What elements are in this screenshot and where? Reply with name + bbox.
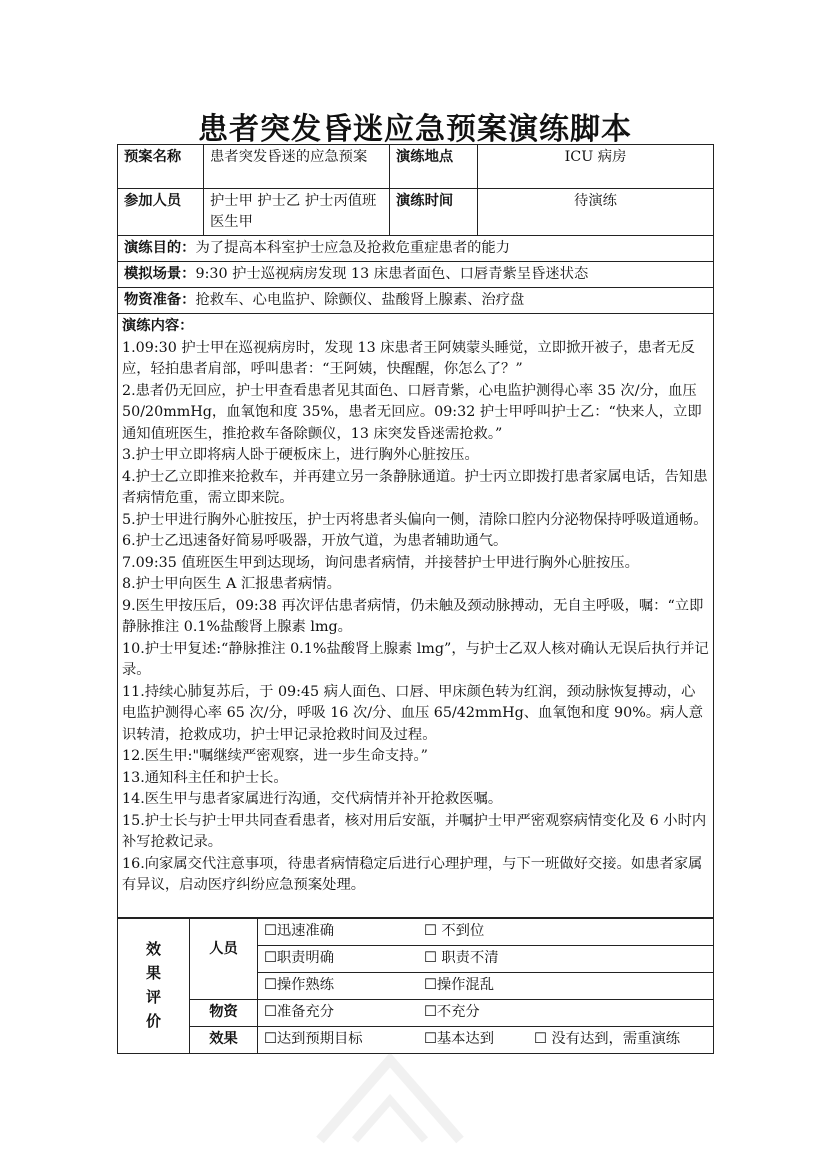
- info-table: [117, 144, 714, 918]
- checkbox-option[interactable]: ☐ 不到位: [424, 923, 485, 939]
- checkbox-option[interactable]: ☐操作混乱: [424, 977, 495, 993]
- content-step: 10.护士甲复述:“静脉推注 0.1%盐酸肾上腺素 lmg”，与护士乙双人核对确认无误后执行并记录。: [122, 640, 709, 678]
- purpose-label: 演练目的：: [124, 240, 196, 256]
- content-step: 16.向家属交代注意事项，待患者病情稳定后进行心理护理，与下一班做好交接。如患者家属有异议，启动医疗纠纷应急预案处理。: [122, 855, 703, 893]
- content-step: 14.医生甲与患者家属进行沟通，交代病情并补开抢救医嘱。: [122, 791, 503, 807]
- scene-text: 9:30 护士巡视病房发现 13 床患者面色、口唇青紫呈昏迷状态: [195, 266, 589, 282]
- plan-name-value: 患者突发昏迷的应急预案: [204, 145, 390, 189]
- watermark-logo: [300, 1040, 480, 1160]
- checkbox-option[interactable]: ☐不充分: [424, 1004, 480, 1020]
- content-cell: [118, 314, 714, 918]
- materials-text: 抢救车、心电监护、除颤仪、盐酸肾上腺素、治疗盘: [195, 292, 525, 308]
- content-step: 7.09:35 值班医生甲到达现场，询问患者病情，并接替护士甲进行胸外心脏按压。: [122, 554, 639, 571]
- personnel-row: [258, 918, 714, 945]
- content-step: 9.医生甲按压后，09:38 再次评估患者病情，仍未触及颈动脉搏动，无自主呼吸，嘱：“立即静脉推注 0.1%盐酸肾上腺素 lmg。: [122, 597, 704, 635]
- content-step: 12.医生甲:"嘱继续严密观察，进一步生命支持。”: [122, 748, 428, 764]
- checkbox-option[interactable]: ☐操作熟练: [264, 977, 335, 993]
- purpose-row: [118, 236, 714, 262]
- participants-label: 参加人员: [118, 189, 204, 236]
- checkbox-option[interactable]: ☐准备充分: [264, 1004, 335, 1020]
- plan-name-label: 预案名称: [118, 145, 204, 189]
- checkbox-option[interactable]: ☐职责明确: [264, 950, 335, 966]
- scene-label: 模拟场景：: [124, 266, 196, 282]
- evaluation-label: [118, 918, 190, 1053]
- content-step: 8.护士甲向医生 A 汇报患者病情。: [122, 576, 341, 592]
- materials-row: [118, 288, 714, 314]
- content-step: 2.患者仍无回应，护士甲查看患者见其面色、口唇青紫，心电监护测得心率 35 次/分，血压 50/20mmHg，血氧饱和度 35%，患者无回应。09:32 护士甲呼叫护士乙：“快来人，立即通知值班医生，推抢救车备除颤仪，13 床突发昏迷需抢救。”: [122, 382, 702, 442]
- drill-form: [117, 144, 713, 1054]
- checkbox-option[interactable]: ☐达到预期目标: [264, 1031, 363, 1047]
- scene-row: [118, 262, 714, 288]
- purpose-text: 为了提高本科室护士应急及抢救危重症患者的能力: [195, 240, 511, 256]
- personnel-label: 人员: [190, 918, 258, 999]
- evaluation-label-text: 效果评价: [145, 940, 161, 1030]
- checkbox-option[interactable]: ☐基本达到: [424, 1031, 495, 1047]
- materials-eval-label: 物资: [190, 999, 258, 1026]
- time-label: 演练时间: [390, 189, 478, 236]
- evaluation-table: [117, 918, 714, 1054]
- content-step: 1.09:30 护士甲在巡视病房时，发现 13 床患者王阿姨蒙头睡觉，立即掀开被子，患者无反应，轻拍患者肩部，呼叫患者：“王阿姨，快醒醒，你怎么了？”: [122, 339, 695, 377]
- effect-label: 效果: [190, 1026, 258, 1053]
- location-label: 演练地点: [390, 145, 478, 189]
- content-step: 5.护士甲进行胸外心脏按压，护士丙将患者头偏向一侧，清除口腔内分泌物保持呼吸道通畅。: [122, 511, 708, 528]
- materials-eval-row: [258, 999, 714, 1026]
- content-step: 15.护士长与护士甲共同查看患者，核对用后安瓿，并嘱护士甲严密观察病情变化及 6 小时内补写抢救记录。: [122, 812, 707, 850]
- content-step: 11.持续心肺复苏后，于 09:45 病人面色、口唇、甲床颜色转为红润，颈动脉恢复搏动，心电监护测得心率 65 次/分，呼吸 16 次/分、血压 65/42mmHg、血氧饱和度 90%。病人意识转清，抢救成功，护士甲记录抢救时间及过程。: [122, 683, 704, 743]
- checkbox-option[interactable]: ☐迅速准确: [264, 923, 335, 939]
- personnel-row: [258, 945, 714, 972]
- content-step: 6.护士乙迅速备好简易呼吸器，开放气道，为患者辅助通气。: [122, 533, 508, 549]
- participants-value: 护士甲 护士乙 护士丙值班医生甲: [204, 189, 390, 236]
- time-value: 待演练: [478, 189, 714, 236]
- page-title: 患者突发昏迷应急预案演练脚本: [198, 112, 632, 147]
- content-step: 13.通知科主任和护士长。: [122, 769, 288, 786]
- content-label: 演练内容：: [122, 318, 194, 334]
- materials-label: 物资准备：: [124, 292, 196, 308]
- checkbox-option[interactable]: ☐ 没有达到，需重演练: [534, 1031, 681, 1047]
- content-step: 3.护士甲立即将病人卧于硬板床上，进行胸外心脏按压。: [122, 447, 479, 463]
- checkbox-option[interactable]: ☐ 职责不清: [424, 950, 499, 966]
- location-value: ICU 病房: [478, 145, 714, 189]
- content-step: 4.护士乙立即推来抢救车，并再建立另一条静脉通道。护士丙立即拨打患者家属电话，告知患者病情危重，需立即来院。: [122, 468, 708, 506]
- personnel-row: [258, 972, 714, 999]
